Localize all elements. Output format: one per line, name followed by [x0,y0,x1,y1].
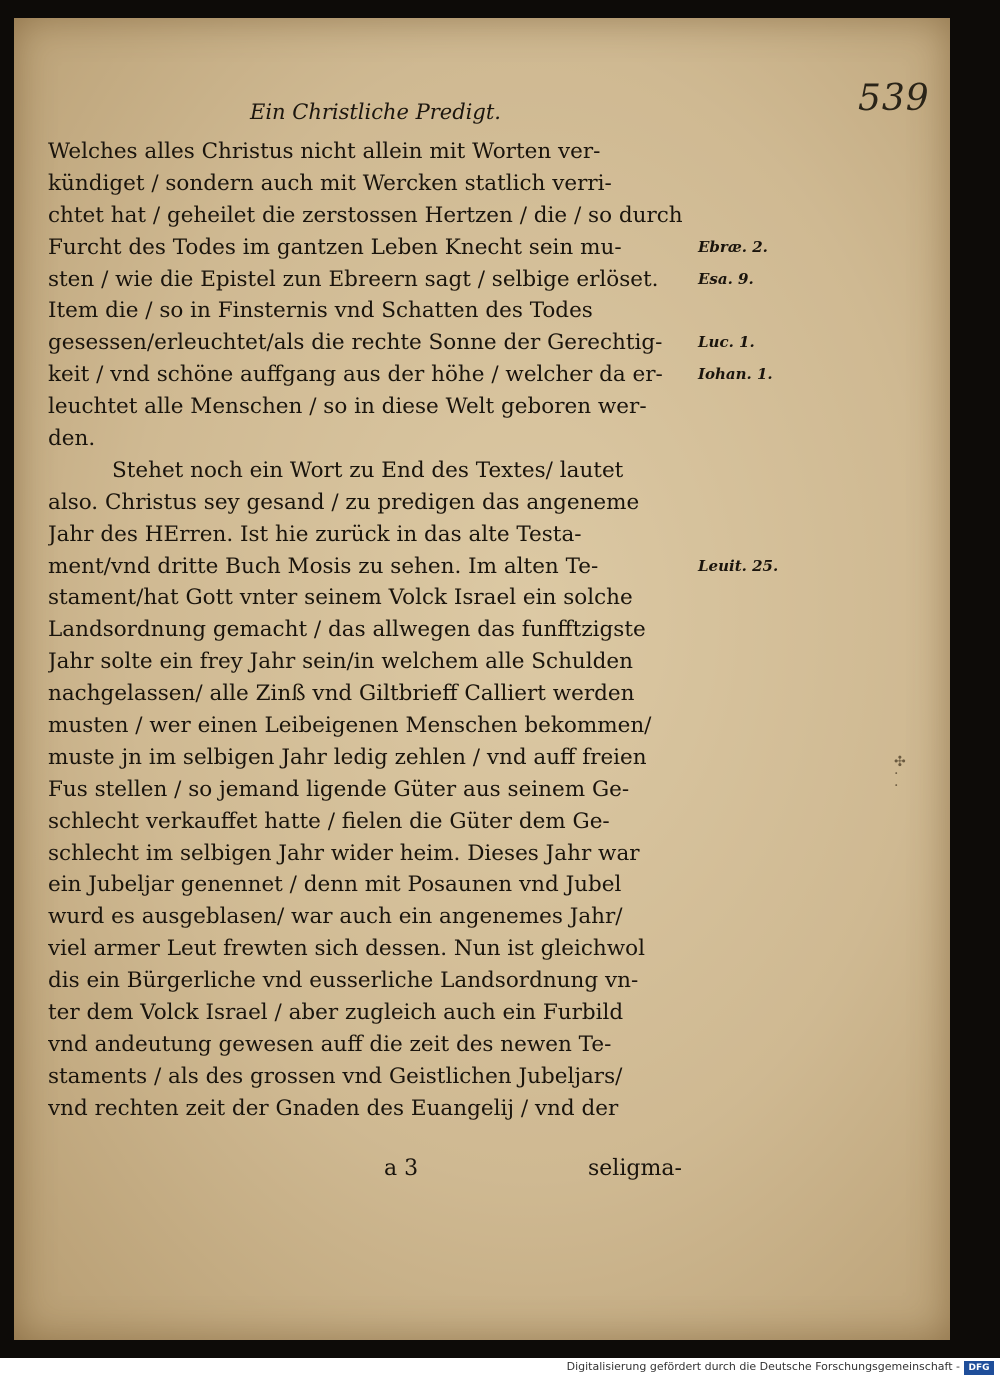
page-number: 539 [858,78,930,119]
text-line: vnd andeutung gewesen auff die zeit des newen Te- [48,1031,612,1057]
text-line: gesessen/erleuchtet/als die rechte Sonne der Gerechtig- [48,330,663,356]
text-line: ein Jubeljar genennet / denn mit Posaunen vnd Jubel [48,872,622,898]
text-line: dis ein Bürgerliche vnd eusserliche Landsordnung vn- [48,968,639,994]
text-line: ment/vnd dritte Buch Mosis zu sehen. Im alten Te- [48,553,599,579]
signature-mark: a 3 [384,1156,419,1181]
text-line: sten / wie die Epistel zun Ebreern sagt / selbige erlöset. [48,266,659,292]
text-line: Jahr solte ein frey Jahr sein/in welchem alle Schulden [48,649,633,675]
text-line: ter dem Volck Israel / aber zugleich auch ein Furbild [48,1000,624,1026]
text-line: also. Christus sey gesand / zu predigen das angeneme [48,489,640,515]
text-line: nachgelassen/ alle Zinß vnd Giltbrieff Calliert werden [48,681,635,707]
text-line: keit / vnd schöne auffgang aus der höhe / welcher da er- [48,362,663,388]
dfg-logo: DFG [964,1361,994,1375]
text-line: kündiget / sondern auch mit Wercken statlich verri- [48,170,612,196]
text-line: schlecht im selbigen Jahr wider heim. Dieses Jahr war [48,840,640,866]
book-page [14,18,950,1340]
text-line: schlecht verkauffet hatte / fielen die Güter dem Ge- [48,808,610,834]
body-text [48,136,698,1125]
catchword: seligma- [588,1156,682,1181]
margin-note: Leuit. 25. [698,556,779,575]
margin-note: Esa. 9. [698,269,754,288]
credit-bar [0,1358,1000,1378]
text-line: muste jn im selbigen Jahr ledig zehlen / vnd auff freien [48,744,647,770]
text-line: Fus stellen / so jemand ligende Güter aus seinem Ge- [48,776,630,802]
ink-stain-mark: ✣ · · [894,754,906,794]
text-line: den. [48,426,96,452]
text-line: Landsordnung gemacht / das allwegen das funfftzigste [48,617,646,643]
text-line: leuchtet alle Menschen / so in diese Welt geboren wer- [48,394,647,420]
text-line: Furcht des Todes im gantzen Leben Knecht sein mu- [48,234,622,260]
text-line: Jahr des HErren. Ist hie zurück in das alte Testa- [48,521,582,547]
text-line: Welches alles Christus nicht allein mit Worten ver- [48,139,601,164]
credit-text: Digitalisierung gefördert durch die Deutsche Forschungsgemeinschaft - [566,1360,960,1373]
text-line: Stehet noch ein Wort zu End des Textes/ lautet [112,457,624,483]
text-line: staments / als des grossen vnd Geistlichen Jubeljars/ [48,1063,623,1089]
margin-note: Luc. 1. [698,333,755,352]
text-line: stament/hat Gott vnter seinem Volck Israel ein solche [48,585,633,611]
margin-note: Iohan. 1. [698,365,773,384]
text-line: musten / wer einen Leibeigenen Menschen bekommen/ [48,713,652,739]
margin-note: Ebræ. 2. [698,237,768,256]
text-line: vnd rechten zeit der Gnaden des Euangelij / vnd der [48,1095,619,1121]
text-line: wurd es ausgeblasen/ war auch ein angenemes Jahr/ [48,904,623,930]
text-line: viel armer Leut frewten sich dessen. Nun ist gleichwol [48,936,646,962]
text-line: Item die / so in Finsternis vnd Schatten des Todes [48,298,593,324]
running-head: Ein Christliche Predigt. [250,100,501,124]
text-line: chtet hat / geheilet die zerstossen Hertzen / die / so durch [48,202,683,228]
